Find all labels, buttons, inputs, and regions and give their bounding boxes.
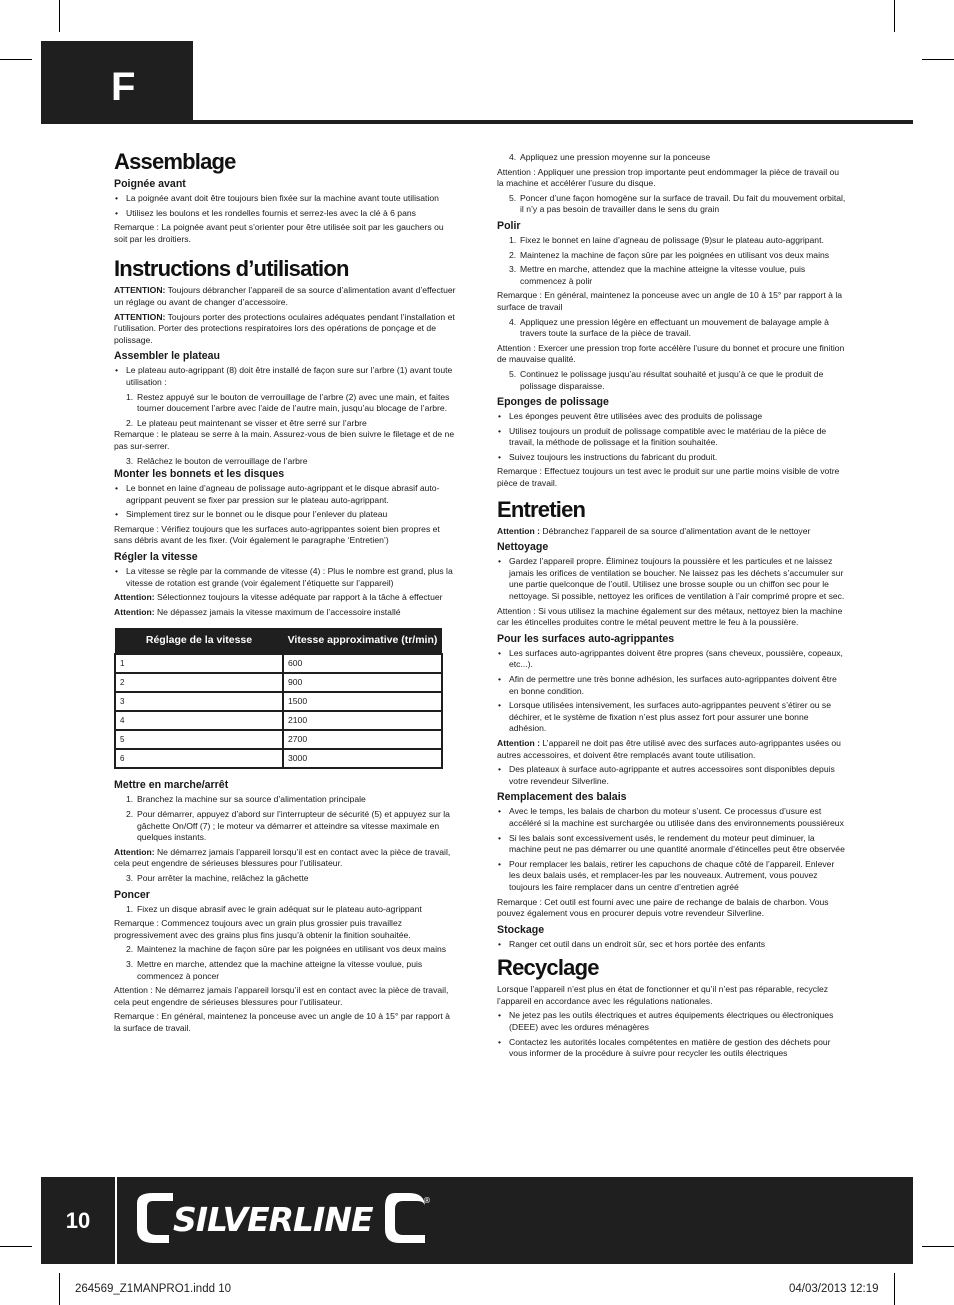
bullet-list: [497, 556, 847, 602]
speed-cell: 900: [283, 673, 442, 692]
warning-label: ATTENTION:: [114, 285, 166, 296]
date-slug: 04/03/2013 12:19: [789, 1283, 879, 1295]
bullet-item: • Si les balais sont excessivement usés, le rendement du moteur peut diminuer, la machine peut ne pas démarrer ou une quantité anormale d’étincelles peut être observée: [497, 833, 847, 856]
warning-text: Débranchez l’appareil de sa source d’alimentation avant de le nettoyer: [539, 525, 811, 536]
warning: Attention : Ne démarrez jamais l’appareil lorsqu’il est en contact avec la pièce de travail, cela peut engendre de sérieuses blessures pour l’utilisateur.: [114, 985, 449, 1007]
bullet-item: • Les surfaces auto-agrippantes doivent être propres (sans cheveux, poussière, copeaux, etc...).: [497, 648, 847, 671]
numbered-list: [114, 794, 457, 843]
setting-cell: 6: [115, 749, 283, 768]
footer-bar: [41, 1177, 913, 1264]
warning: [114, 847, 457, 870]
section-title-assemblage: Assemblage: [114, 149, 236, 174]
warning-text: Sélectionnez toujours la vitesse adéquate par rapport à la tâche à effectuer: [154, 592, 443, 603]
warning: [497, 526, 847, 538]
table-row: [115, 673, 442, 692]
footer-divider: [115, 1177, 117, 1264]
step-item: 3. Mettre en marche, attendez que la machine atteigne la vitesse voulue, puis commencez à poncer: [126, 958, 423, 981]
right-column: [497, 152, 847, 1063]
warning: [114, 285, 457, 308]
step-item: 1. Fixez le bonnet en laine d’agneau de polissage (9)sur le plateau auto-aggripant.: [509, 234, 824, 245]
warning-label: ATTENTION:: [114, 311, 166, 322]
warning-text: Toujours débrancher l’appareil de sa source d’alimentation avant d’effectuer un réglage ou avant de changer d’accessoire.: [114, 285, 456, 307]
subheading-surfaces: Pour les surfaces auto-agrippantes: [497, 632, 675, 645]
subheading-nettoyage: Nettoyage: [497, 541, 549, 554]
warning-label: Attention :: [497, 525, 540, 536]
warning-label: Attention:: [114, 592, 155, 603]
warning: [114, 607, 457, 619]
step-item: 4. Appliquez une pression légère en effectuant un mouvement de balayage ample à travers toute la surface de la pièce de travail.: [509, 316, 829, 339]
table-row: [115, 749, 442, 768]
bullet-item: • Le plateau auto-agrippant (8) doit être installé de façon sure sur l’arbre (1) avant toute utilisation :: [114, 365, 457, 388]
note: Remarque : Vérifiez toujours que les surfaces auto-agrippantes soient bien propres et sans débris avant de les fixer. (Voir également le paragraphe ‘Entretien’): [114, 523, 440, 546]
step-item: 3. Pour arrêter la machine, relâchez la gâchette: [126, 873, 309, 883]
bullet-item: • Pour remplacer les balais, retirer les capuchons de chaque côté de l’appareil. Enlever les deux balais usés, et remplacer-les par les nouveaux. Autrement, vous pouvez toujours les faire remplacer dans un centre d’entretien agréé: [497, 859, 847, 894]
bullet-item: • Les éponges peuvent être utilisées avec des produits de polissage: [497, 411, 847, 423]
bullet-item: • Gardez l’appareil propre. Éliminez toujours la poussière et les particules et ne laissez jamais les orifices de ventilation se boucher. Ne laissez pas les déchets s’accumuler sur une partie quelconque de l’outil. Utilisez une brosse souple ou un chiffon sec pour le nettoyage. Si possible, nettoyez les orifices de ventilation à l’air comprimé propre et sec.: [497, 556, 847, 602]
subheading-speed: Régler la vitesse: [114, 551, 198, 564]
bullet-item: • La vitesse se règle par la commande de vitesse (4) : Plus le nombre est grand, plus la vitesse de rotation est grande (voir également l’étiquette sur l’appareil): [114, 566, 457, 589]
numbered-list: [114, 873, 457, 885]
bullet-item: • Ne jetez pas les outils électriques et autres équipements électriques ou électroniques (DEEE) avec les ordures ménagères: [497, 1010, 847, 1033]
table-row: [115, 711, 442, 730]
crop-mark: [922, 1246, 954, 1247]
setting-cell: 4: [115, 711, 283, 730]
bullet-item: • Lorsque utilisées intensivement, les surfaces auto-agrippantes peuvent s’étirer ou se déchirer, et le système de fixation n’est plus assez fort pour assurer une bonne adhésion.: [497, 700, 847, 735]
registered-mark: ®: [423, 1196, 431, 1205]
setting-cell: 5: [115, 730, 283, 749]
bullet-item: • Afin de permettre une très bonne adhésion, les surfaces auto-agrippantes doivent être en bonne condition.: [497, 674, 847, 697]
numbered-list: [497, 369, 847, 392]
section-title-recyclage: Recyclage: [497, 955, 599, 981]
table-row: [115, 730, 442, 749]
crop-mark: [922, 59, 954, 60]
logo-left-bracket: [137, 1193, 173, 1243]
bullet-list: [497, 939, 847, 951]
subheading-eponges: Eponges de polissage: [497, 396, 609, 409]
paragraph: Lorsque l’appareil n’est plus en état de fonctionner et qu’il n’est pas réparable, recyclez l’appareil en accordance avec les régulations nationales.: [497, 984, 829, 1006]
subheading-stockage: Stockage: [497, 923, 545, 936]
numbered-list: [114, 456, 457, 468]
column-header-speed: Vitesse approximative (tr/min): [283, 628, 442, 654]
bullet-list: [497, 764, 847, 787]
warning-text: Ne démarrez jamais l’appareil lorsqu’il est en contact avec la pièce de travail, cela peut engendre de sérieuses blessures pour l’utilisateur.: [114, 846, 451, 869]
bullet-item: • Des plateaux à surface auto-agrippante et autres accessoires sont disponibles depuis votre revendeur Silverline.: [497, 764, 847, 787]
step-item: 4. Appliquez une pression moyenne sur la ponceuse: [509, 152, 711, 162]
speed-cell: 2700: [283, 730, 442, 749]
bullet-list: [114, 566, 457, 589]
warning-label: Attention :: [497, 737, 540, 748]
warning-text: Ne dépassez jamais la vitesse maximum de l’accessoire installé: [154, 606, 401, 617]
warning: [114, 312, 457, 347]
setting-cell: 2: [115, 673, 283, 692]
step-item: 3. Mettre en marche, attendez que la machine atteigne la vitesse voulue, puis commencez à polir: [509, 264, 806, 286]
table-row: [115, 692, 442, 711]
speed-table: [114, 628, 443, 769]
bullet-list: [497, 806, 847, 893]
crop-mark: [59, 1273, 60, 1305]
section-title-instructions: Instructions d’utilisation: [114, 256, 349, 282]
setting-cell: 1: [115, 654, 283, 673]
table-row: [115, 654, 442, 673]
table-header-row: [115, 628, 442, 654]
warning: [114, 592, 457, 604]
numbered-list: [497, 317, 847, 340]
step-item: 5. Poncer d’une façon homogène sur la surface de travail. Du fait du mouvement orbital, il n’y a pas besoin de travailler dans le sens du grain: [509, 192, 846, 215]
bullet-item: • Utilisez les boulons et les rondelles fournis et serrez-les avec la clé à 6 pans: [114, 208, 457, 220]
language-tab: [41, 41, 193, 123]
left-column: [114, 150, 457, 1038]
note: Remarque : Effectuez toujours un test avec le produit sur une partie moins visible de votre pièce de travail.: [497, 466, 840, 489]
subheading-plate: Assembler le plateau: [114, 350, 220, 363]
bullet-item: • La poignée avant doit être toujours bien fixée sur la machine avant toute utilisation: [114, 193, 457, 205]
file-slug: 264569_Z1MANPRO1.indd 10: [75, 1283, 231, 1295]
subheading-polir: Polir: [497, 219, 521, 232]
crop-mark: [0, 59, 32, 60]
bullet-list: [114, 193, 457, 219]
bullet-item: • Simplement tirez sur le bonnet ou le disque pour l’enlever du plateau: [114, 509, 457, 521]
step-item: 3. Relâchez le bouton de verrouillage de l’arbre: [126, 455, 308, 466]
bullet-item: • Utilisez toujours un produit de polissage compatible avec le matériau de la pièce de travail, la méthode de polissage et la finition souhaitée.: [497, 426, 847, 449]
bullet-item: • Ranger cet outil dans un endroit sûr, sec et hors portée des enfants: [497, 939, 847, 951]
speed-cell: 3000: [283, 749, 442, 768]
section-title-entretien: Entretien: [497, 496, 586, 522]
bullet-item: • Avec le temps, les balais de charbon du moteur s’usent. Ce processus d’usure est accéléré si la machine est surchargée ou utilisée dans des environnements poussiéreux: [497, 806, 847, 829]
page-number: 10: [65, 1208, 91, 1233]
step-item: 2. Maintenez la machine de façon sûre par les poignées en utilisant vos deux mains: [126, 944, 447, 955]
warning: Attention : Appliquer une pression trop importante peut endommager la pièce de travail ou la machine et accélérer l’usure du disque.: [497, 166, 840, 189]
warning-label: Attention:: [114, 606, 155, 617]
speed-cell: 1500: [283, 692, 442, 711]
note: Remarque : Commencez toujours avec un grain plus grossier puis travaillez progressivement avec des grains plus fins jusqu’à obtenir la finition souhaitée.: [114, 918, 411, 940]
warning-text: L’appareil ne doit pas être utilisé avec des surfaces auto-agrippantes usées ou autres accessoires, et doivent être remplacés avant toute utilisation.: [497, 737, 841, 760]
bullet-list: [114, 483, 457, 521]
bullet-list: [497, 411, 847, 463]
numbered-list: [497, 193, 847, 216]
step-item: 1. Restez appuyé sur le bouton de verrouillage de l’arbre (2) avec une main, et faites tourner doucement l’arbre avec l’aide de l’autre main, jusqu’au blocage de l’arbre.: [126, 391, 450, 414]
silverline-logo: [133, 1189, 433, 1245]
step-item: 1. Branchez la machine sur sa source d’alimentation principale: [126, 794, 366, 805]
numbered-list: [497, 235, 847, 287]
warning-text: Toujours porter des protections oculaires adéquates pendant l’installation et l’utilisation. Porter des protections respiratoires lors des opérations de ponçage et de polissage.: [114, 311, 455, 345]
note: Remarque : Cet outil est fourni avec une paire de rechange de balais de charbon. Vous pouvez également vous en procurer depuis votre revendeur Silverline.: [497, 896, 829, 919]
subheading-front-handle: Poignée avant: [114, 178, 186, 190]
crop-mark: [894, 1273, 895, 1305]
step-item: 5. Continuez le polissage jusqu’au résultat souhaité et jusqu’à ce que le produit de polissage disparaisse.: [509, 368, 824, 391]
bullet-item: • Suivez toujours les instructions du fabricant du produit.: [497, 452, 847, 464]
numbered-list: [114, 904, 457, 916]
bullet-list: [114, 365, 457, 388]
note: Remarque : La poignée avant peut s’orienter pour être utilisée soit par les gauchers ou soit par les droitiers.: [114, 222, 444, 244]
logo-text: SILVERLINE: [173, 1200, 373, 1239]
step-item: 2. Le plateau peut maintenant se visser et être serré sur l’arbre: [126, 417, 367, 428]
note: Remarque : En général, maintenez la ponceuse avec un angle de 10 à 15° par rapport à la surface de travail.: [114, 1011, 450, 1033]
setting-cell: 3: [115, 692, 283, 711]
bullet-item: • Le bonnet en laine d’agneau de polissage auto-agrippant et le disque abrasif auto-agrippant peuvent se fixer par pression sur le plateau auto-agrippant.: [114, 483, 457, 506]
bullet-list: [497, 648, 847, 735]
warning-label: Attention:: [114, 846, 155, 857]
logo-right-bracket: [385, 1193, 425, 1243]
subheading-bonnets: Monter les bonnets et les disques: [114, 468, 285, 481]
note: Remarque : En général, maintenez la ponceuse avec un angle de 10 à 15° par rapport à la surface de travail: [497, 290, 843, 312]
step-item: 1. Fixez un disque abrasif avec le grain adéquat sur le plateau auto-agrippant: [126, 903, 422, 914]
step-item: 2. Maintenez la machine de façon sûre par les poignées en utilisant vos deux mains: [509, 249, 830, 260]
subheading-onoff: Mettre en marche/arrêt: [114, 779, 229, 792]
crop-mark: [59, 0, 60, 32]
step-item: 2. Pour démarrer, appuyez d’abord sur l’interrupteur de sécurité (5) et appuyez sur la gâchette On/Off (7) ; le moteur va démarrer et atteindre sa vitesse maximale en quelques instants.: [126, 809, 450, 843]
speed-cell: 600: [283, 654, 442, 673]
speed-cell: 2100: [283, 711, 442, 730]
warning: Attention : Exercer une pression trop forte accélère l’usure du bonnet et procure une finition de mauvaise qualité.: [497, 342, 845, 365]
numbered-list: [497, 152, 847, 164]
crop-mark: [894, 0, 895, 32]
warning: Attention : Si vous utilisez la machine également sur des métaux, nettoyez bien la machine car les étincelles produites contre le métal peuvent mettre le feu à la poussière.: [497, 605, 843, 628]
numbered-list: [114, 944, 457, 982]
subheading-poncer: Poncer: [114, 888, 150, 901]
crop-mark: [0, 1246, 32, 1247]
warning: [497, 738, 847, 761]
numbered-list: [114, 392, 457, 430]
column-header-setting: Réglage de la vitesse: [115, 628, 283, 654]
note: Remarque : le plateau se serre à la main. Assurez-vous de bien suivre le filetage et de ne pas sur-serrer.: [114, 429, 455, 451]
header-rule: [41, 120, 913, 124]
language-letter: F: [111, 65, 136, 109]
subheading-balais: Remplacement des balais: [497, 791, 627, 804]
bullet-item: • Contactez les autorités locales compétentes en matière de gestion des déchets pour vous informer de la procédure à suivre pour recycler les outils électriques: [497, 1037, 847, 1060]
bullet-list: [497, 1010, 847, 1059]
